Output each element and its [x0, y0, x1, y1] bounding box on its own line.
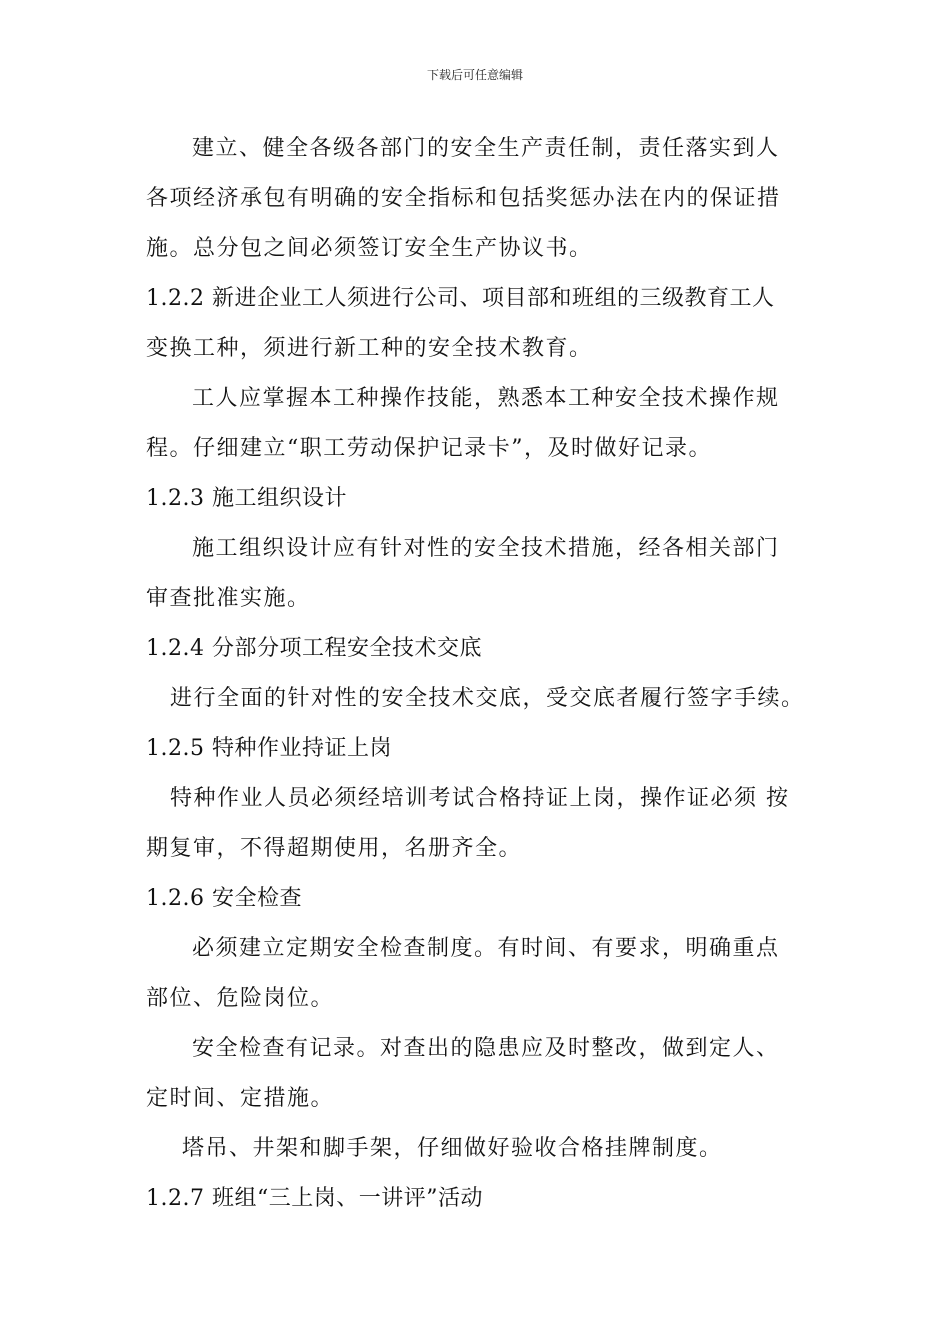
- section-heading-1-2-3: 1.2.3 施工组织设计: [146, 486, 347, 511]
- paragraph-line: 施工组织设计应有针对性的安全技术措施，经各相关部门: [192, 536, 780, 561]
- section-heading-1-2-6: 1.2.6 安全检查: [146, 886, 302, 911]
- paragraph-line: 必须建立定期安全检查制度。有时间、有要求，明确重点: [192, 936, 780, 961]
- paragraph-line: 安全检查有记录。对查出的隐患应及时整改，做到定人、: [192, 1036, 780, 1061]
- paragraph-line: 工人应掌握本工种操作技能，熟悉本工种安全技术操作规: [192, 386, 780, 411]
- section-heading-1-2-5: 1.2.5 特种作业持证上岗: [146, 736, 392, 761]
- section-heading-1-2-7: 1.2.7 班组“三上岗、一讲评”活动: [146, 1186, 483, 1211]
- paragraph-line: 部位、危险岗位。: [146, 986, 335, 1011]
- paragraph-line: 期复审，不得超期使用，名册齐全。: [146, 836, 523, 861]
- paragraph-line: 建立、健全各级各部门的安全生产责任制，责任落实到人: [192, 136, 780, 161]
- paragraph-line: 程。仔细建立“职工劳动保护记录卡”，及时做好记录。: [146, 436, 712, 461]
- paragraph-line: 特种作业人员必须经培训考试合格持证上岗，操作证必须 按: [170, 786, 790, 811]
- paragraph-line: 进行全面的针对性的安全技术交底，受交底者履行签字手续。: [170, 686, 805, 711]
- paragraph-line: 塔吊、井架和脚手架，仔细做好验收合格挂牌制度。: [182, 1136, 723, 1161]
- section-heading-1-2-2: 1.2.2 新进企业工人须进行公司、项目部和班组的三级教育工人: [146, 286, 775, 311]
- paragraph-line: 定时间、定措施。: [146, 1086, 335, 1111]
- paragraph-line: 变换工种，须进行新工种的安全技术教育。: [146, 336, 593, 361]
- paragraph-line: 各项经济承包有明确的安全指标和包括奖惩办法在内的保证措: [146, 186, 781, 211]
- paragraph-line: 施。总分包之间必须签订安全生产协议书。: [146, 236, 593, 261]
- page-header-note: 下载后可任意编辑: [426, 68, 523, 82]
- section-heading-1-2-4: 1.2.4 分部分项工程安全技术交底: [146, 636, 482, 661]
- paragraph-line: 审查批准实施。: [146, 586, 311, 611]
- document-body: [146, 124, 808, 1224]
